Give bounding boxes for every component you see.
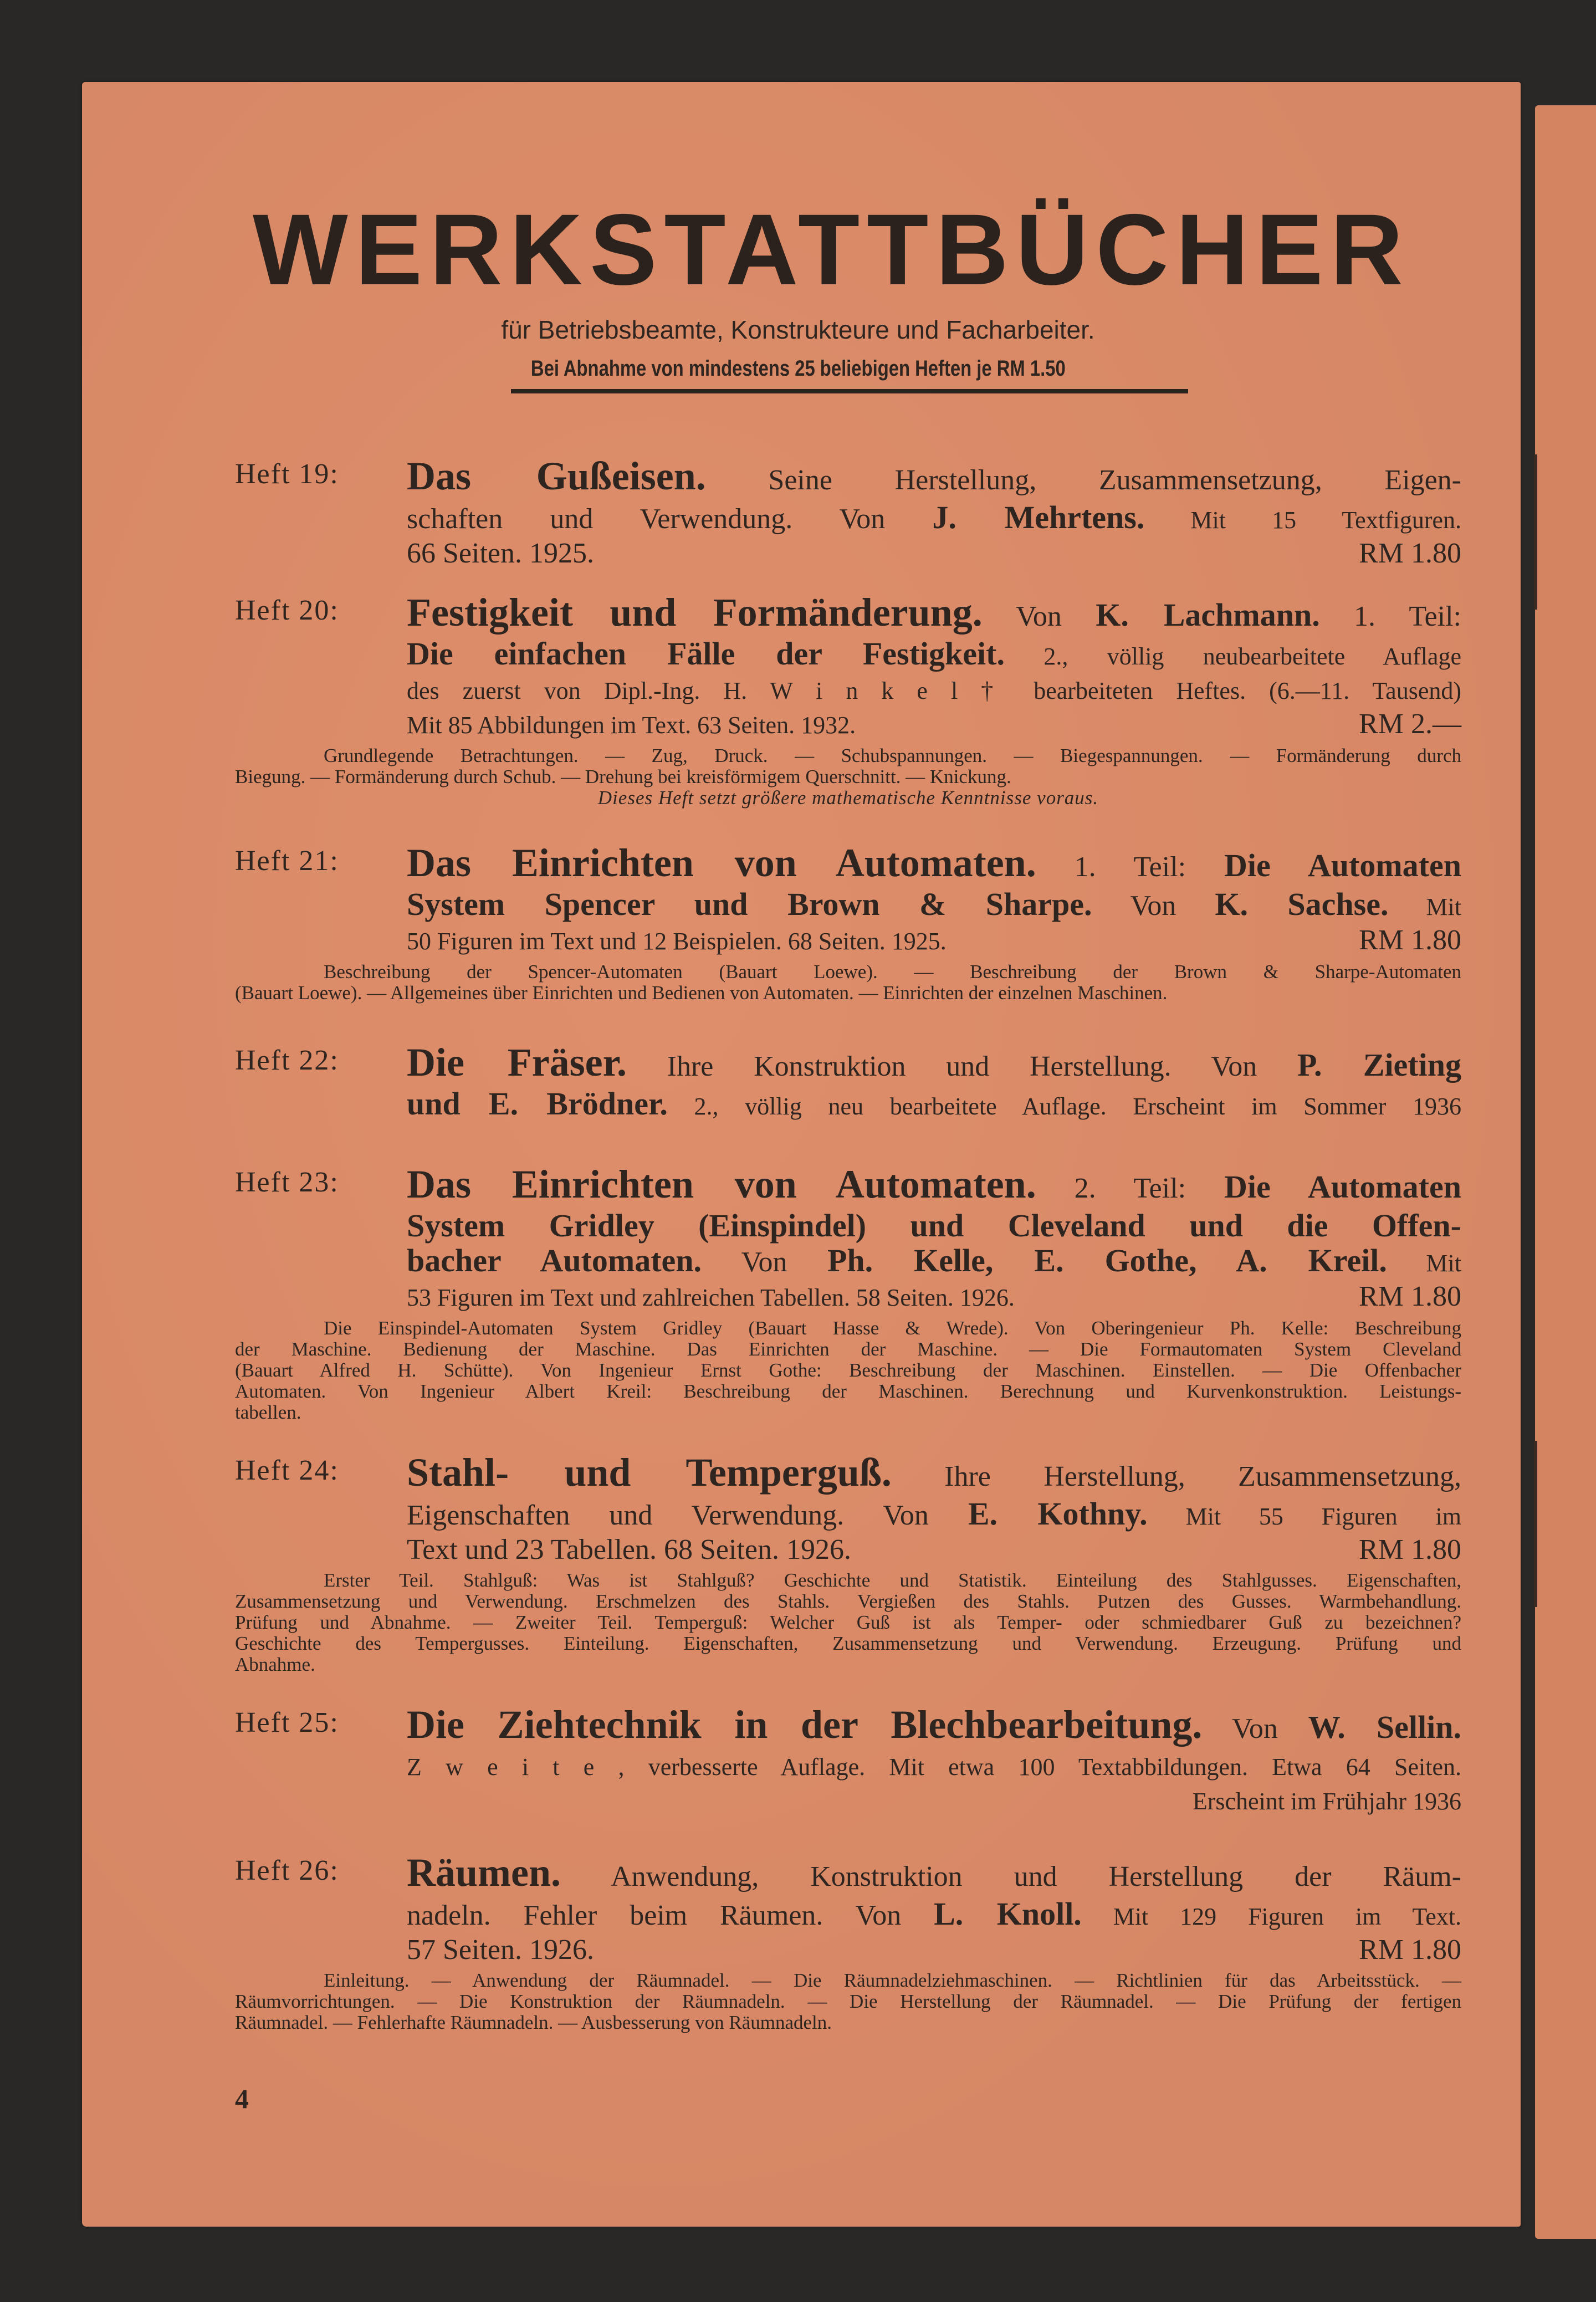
highlighted-text: System Spencer und Brown & Sharpe. (407, 886, 1092, 922)
entry-line (407, 456, 1461, 501)
booklet-entry (235, 1164, 1461, 1423)
entry-line (407, 1280, 1461, 1314)
entry-line (407, 1042, 1461, 1087)
entry-text-segment: Seine Herstellung, Zusammensetzung, Eigen- (705, 464, 1462, 496)
entry-detail-text: 50 Figuren im Text und 12 Beispielen. 68 Seiten. 1925. (407, 928, 947, 955)
entry-text (407, 456, 1461, 570)
summary-line: Grundlegende Betrachtungen. — Zug, Druck. — Schubspannungen. — Biegespannungen. — Formänderung durch (324, 745, 1461, 766)
issue-number: Heft 24: (235, 1455, 339, 1486)
entry-line (407, 1749, 1461, 1784)
summary-line: (Bauart Loewe). — Allgemeines über Einrichten und Bedienen von Automaten. — Einrichten der einzelnen Maschinen. (235, 982, 1168, 1004)
entry-detail-text: des zuerst von Dipl.-Ing. H. W i n k e l † bearbeiteten Heftes. (6.—11. Tausend) (407, 677, 1461, 704)
prerequisite-note: Dieses Heft setzt größere mathematische Kenntnisse voraus. (597, 787, 1099, 809)
entry-line (407, 1164, 1461, 1209)
summary-line: Beschreibung der Spencer-Automaten (Bauart Loewe). — Beschreibung der Brown & Sharpe-Automaten (324, 961, 1461, 983)
entry-line (407, 708, 1461, 742)
summary-line: Prüfung und Abnahme. — Zweiter Teil. Temperguß: Welcher Guß ist als Temper- oder schmiedbarer Guß zu bezeichnen? (235, 1612, 1461, 1633)
entry-detail-text: Erscheint im Frühjahr 1936 (1192, 1788, 1461, 1815)
bulk-offer (0, 355, 1596, 382)
entry-detail-text: 2., völlig neubearbeitete Auflage (1004, 643, 1461, 670)
booklet-title: Die Fräser. (407, 1040, 627, 1085)
summary-line: Automaten. Von Ingenieur Albert Kreil: Beschreibung der Maschinen. Berechnung und Kurvenkonstruktion. Leistungs- (235, 1380, 1461, 1402)
issue-number: Heft 22: (235, 1045, 339, 1076)
price: RM 1.80 (1359, 1281, 1461, 1312)
issue-number: Heft 21: (235, 845, 339, 877)
booklet-title: Stahl- und Temperguß. (407, 1450, 892, 1495)
highlighted-text: L. Knoll. (934, 1896, 1082, 1932)
price: RM 2.— (1359, 708, 1461, 740)
entry-text-segment: schaften und Verwendung. Von (407, 503, 933, 535)
entry-text-segment: Von (982, 601, 1096, 632)
highlighted-text: und E. Brödner. (407, 1086, 668, 1122)
booklet-entry (235, 1452, 1461, 1675)
booklet-entry (235, 456, 1461, 570)
entry-line (407, 924, 1461, 958)
offer-underline (511, 389, 1188, 393)
entry-line (407, 637, 1461, 673)
highlighted-text: System Gridley (Einspindel) und Cleveland und die Offen- (407, 1208, 1461, 1244)
booklet-title: Das Gußeisen. (407, 454, 706, 498)
entry-text-segment: 66 Seiten. 1925. (407, 538, 594, 569)
summary-line: Abnahme. (235, 1654, 315, 1675)
booklet-entry (235, 1042, 1461, 1123)
price: RM 1.80 (1359, 924, 1461, 956)
entry-text-segment: 1. Teil: (1319, 601, 1461, 632)
summary-line: Einleitung. — Anwendung der Räumnadel. — Die Räumnadelziehmaschinen. — Richtlinien für das Arbeitsstück. — (324, 1970, 1461, 1991)
booklet-entry (235, 1852, 1461, 2033)
page-number: 4 (235, 2083, 249, 2114)
entry-line (407, 1497, 1461, 1533)
entry-text-segment: 57 Seiten. 1926. (407, 1934, 594, 1966)
entry-text (407, 1164, 1461, 1314)
entry-line (407, 888, 1461, 924)
summary-line: Biegung. — Formänderung durch Schub. — Drehung bei kreisförmigem Querschnitt. — Knickung. (235, 766, 1011, 787)
highlighted-text: E. Kothny. (968, 1496, 1148, 1532)
entry-line (407, 1784, 1461, 1818)
booklet-entry (235, 592, 1461, 809)
entry-line (407, 1704, 1461, 1749)
price: RM 1.80 (1359, 538, 1461, 569)
entry-text (407, 1042, 1461, 1123)
summary-line: Zusammensetzung und Verwendung. Erschmelzen des Stahls. Vergießen des Stahls. Putzen des Gusses. Warmbehandlung. (235, 1590, 1461, 1612)
summary-line: Räumnadel. — Fehlerhafte Räumnadeln. — Ausbesserung von Räumnadeln. (235, 2012, 832, 2033)
entry-detail-text: 53 Figuren im Text und zahlreichen Tabellen. 58 Seiten. 1926. (407, 1284, 1015, 1311)
entry-line (407, 1209, 1461, 1244)
entry-line (407, 1087, 1461, 1123)
entry-text-segment: 1. Teil: (1036, 851, 1224, 883)
series-title: WERKSTATTBÜCHER (253, 193, 1410, 306)
issue-number: Heft 19: (235, 458, 339, 490)
summary-line: (Bauart Alfred H. Schütte). Von Ingenieur Ernst Gothe: Beschreibung der Maschinen. Einstellen. — Die Offenbacher (235, 1359, 1461, 1381)
booklet-title: Räumen. (407, 1850, 561, 1895)
entry-line (407, 1933, 1461, 1967)
highlighted-text: K. Lachmann. (1096, 597, 1320, 633)
entry-detail-text: Mit 129 Figuren im Text. (1081, 1903, 1461, 1930)
contents-summary (235, 961, 1461, 1004)
entry-text (407, 1452, 1461, 1567)
entry-text-segment: nadeln. Fehler beim Räumen. Von (407, 1900, 934, 1931)
booklet-title: Das Einrichten von Automaten. (407, 1162, 1036, 1206)
adjacent-page-edge (1535, 105, 1596, 2239)
booklet-title: Die Ziehtechnik in der Blechbearbeitung. (407, 1702, 1203, 1747)
issue-number: Heft 26: (235, 1855, 339, 1886)
contents-summary (235, 745, 1461, 809)
entry-detail-text: 2., völlig neu bearbeitete Auflage. Erscheint im Sommer 1936 (667, 1093, 1462, 1120)
summary-line: der Maschine. Bedienung der Maschine. Das Einrichten der Maschine. — Die Formautomaten System Cleveland (235, 1338, 1461, 1360)
entry-line (407, 1897, 1461, 1933)
entry-text (407, 842, 1461, 958)
entry-detail-text: Mit 15 Textfiguren. (1144, 507, 1461, 534)
entry-line (407, 592, 1461, 637)
booklet-entry (235, 1704, 1461, 1818)
highlighted-text: K. Sachse. (1215, 886, 1389, 922)
highlighted-text: P. Zieting (1297, 1047, 1461, 1083)
entry-text-segment: 2. Teil: (1036, 1173, 1224, 1204)
bulk-offer-text: Bei Abnahme von mindestens 25 beliebigen Heften je RM 1.50 (530, 356, 1066, 381)
issue-number: Heft 20: (235, 595, 339, 626)
booklet-title: Festigkeit und Formänderung. (407, 590, 983, 635)
adjacent-page-mark (1534, 1441, 1537, 1607)
series-subtitle: für Betriebsbeamte, Konstrukteure und Facharbeiter. (501, 315, 1095, 344)
entry-text-segment: Anwendung, Konstruktion und Herstellung der Räum- (561, 1861, 1461, 1892)
entry-detail-text: Mit 55 Figuren im (1147, 1503, 1462, 1530)
entry-text-segment: Ihre Konstruktion und Herstellung. Von (626, 1051, 1297, 1082)
contents-summary (235, 1570, 1461, 1675)
highlighted-text: Die Automaten (1224, 1169, 1461, 1205)
highlighted-text: W. Sellin. (1308, 1709, 1461, 1745)
entry-line (407, 1452, 1461, 1497)
adjacent-page-mark (1534, 454, 1537, 610)
entry-line (407, 1533, 1461, 1567)
entry-line (407, 842, 1461, 888)
entry-text (407, 592, 1461, 742)
issue-number: Heft 23: (235, 1167, 339, 1198)
entry-detail-text: Z w e i t e , verbesserte Auflage. Mit etwa 100 Textabbildungen. Etwa 64 Seiten. (407, 1753, 1461, 1781)
issue-number: Heft 25: (235, 1707, 339, 1738)
entry-text (407, 1852, 1461, 1967)
booklet-title: Das Einrichten von Automaten. (407, 841, 1036, 885)
entry-line (407, 537, 1461, 570)
contents-summary (235, 1970, 1461, 2033)
entry-detail-text: Mit (1387, 1250, 1461, 1277)
price: RM 1.80 (1359, 1534, 1461, 1566)
entry-line (407, 1852, 1461, 1897)
entry-detail-text: Mit (1388, 893, 1461, 920)
booklet-entry (235, 842, 1461, 1004)
summary-line: Geschichte des Tempergusses. Einteilung. Eigenschaften, Zusammensetzung und Verwendung. Erzeugung. Prüfung und (235, 1633, 1461, 1654)
entry-line (407, 501, 1461, 537)
entry-line (407, 1244, 1461, 1280)
highlighted-text: bacher Automaten. (407, 1242, 702, 1278)
summary-line: Räumvorrichtungen. — Die Konstruktion der Räumnadeln. — Die Herstellung der Räumnadel. — Die Prüfung der fertigen (235, 1991, 1461, 2012)
summary-line: tabellen. (235, 1401, 301, 1423)
highlighted-text: Ph. Kelle, E. Gothe, A. Kreil. (827, 1242, 1387, 1278)
summary-line: Erster Teil. Stahlguß: Was ist Stahlguß? Geschichte und Statistik. Einteilung des Stahlgusses. Eigenschaften, (324, 1569, 1461, 1591)
highlighted-text: Die einfachen Fälle der Festigkeit. (407, 636, 1005, 672)
highlighted-text: J. Mehrtens. (932, 499, 1145, 535)
summary-line: Die Einspindel-Automaten System Gridley (Bauart Hasse & Wrede). Von Oberingenieur Ph. Kelle: Beschreibung (324, 1317, 1461, 1339)
entry-text-segment: Von (1202, 1713, 1308, 1745)
entry-text-segment: Ihre Herstellung, Zusammensetzung, (891, 1461, 1462, 1492)
entry-line (407, 673, 1461, 708)
entry-text-segment: Eigenschaften und Verwendung. Von (407, 1500, 968, 1531)
entry-text-segment: Von (1092, 890, 1215, 922)
entry-text (407, 1704, 1461, 1818)
highlighted-text: Die Automaten (1224, 847, 1461, 883)
entry-text-segment: Text und 23 Tabellen. 68 Seiten. 1926. (407, 1534, 851, 1566)
price: RM 1.80 (1359, 1934, 1461, 1966)
entry-text-segment: Von (702, 1246, 827, 1278)
contents-summary (235, 1318, 1461, 1423)
entry-detail-text: Mit 85 Abbildungen im Text. 63 Seiten. 1932. (407, 712, 856, 739)
